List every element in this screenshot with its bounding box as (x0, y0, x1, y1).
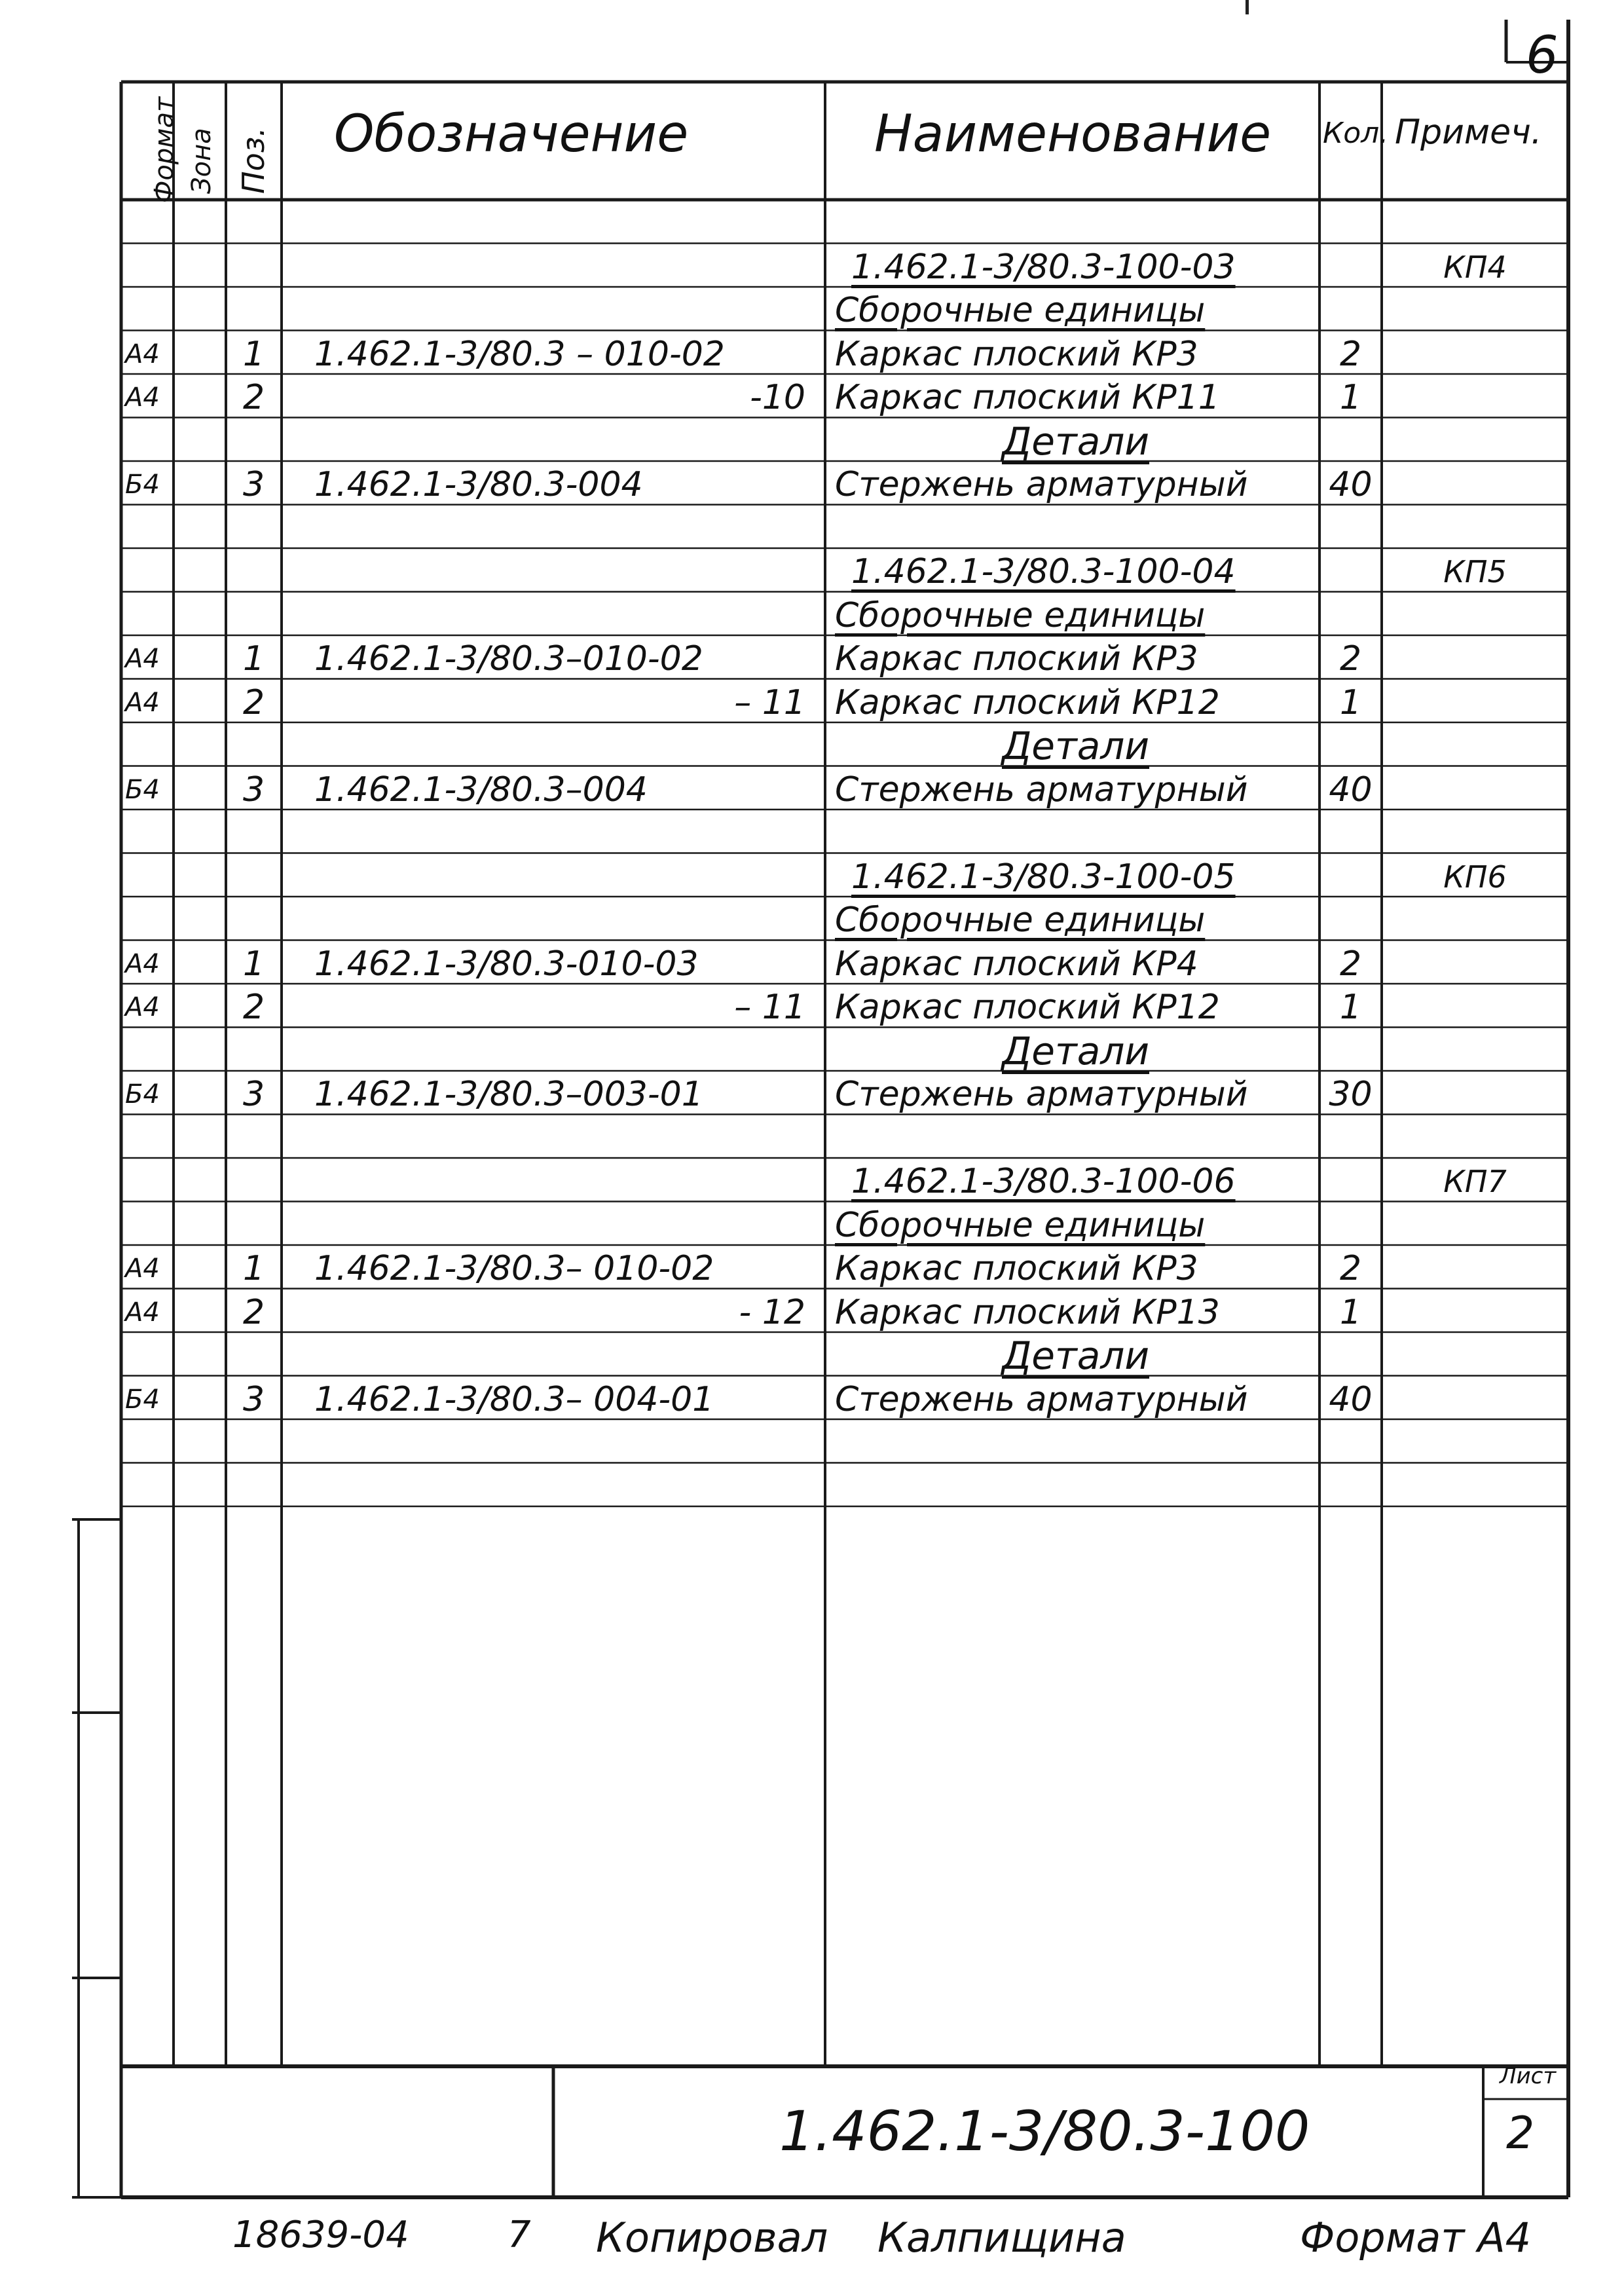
header-qty: Кол. (1323, 117, 1389, 150)
cell-note (1388, 1249, 1562, 1293)
cell-designation: 1.462.1-3/80.3– 004-01 (314, 1379, 714, 1419)
cell-designation: 1.462.1-3/80.3– 010-02 (314, 1249, 714, 1288)
cell-name (835, 204, 1316, 248)
cell-position (231, 596, 276, 640)
top-edge-tick (1246, 0, 1249, 14)
cell-format: Б4 (125, 470, 160, 500)
cell-designation (314, 857, 805, 901)
cell-format: А4 (125, 1254, 160, 1284)
cell-note (1388, 1423, 1562, 1467)
cell-quantity: 1 (1339, 682, 1362, 722)
cell-position (231, 291, 276, 335)
cell-format (125, 291, 172, 335)
cell-position (231, 857, 276, 901)
cell-position: 3 (242, 465, 265, 504)
cell-designation (314, 1032, 805, 1075)
cell-note (1388, 422, 1562, 466)
cell-designation: 1.462.1-3/80.3-010-03 (314, 944, 699, 984)
cell-name: Сборочные единицы (835, 1205, 1206, 1245)
cell-position (231, 248, 276, 291)
cell-quantity (1323, 726, 1378, 770)
cell-designation: 1.462.1-3/80.3–004 (314, 770, 648, 810)
cell-quantity: 40 (1329, 1379, 1373, 1419)
cell-quantity (1323, 422, 1378, 466)
cell-format (125, 726, 172, 770)
cell-position: 1 (242, 639, 265, 679)
cell-designation (314, 422, 805, 466)
cell-note (1388, 988, 1562, 1032)
cell-quantity (1323, 204, 1378, 248)
cell-name: 1.462.1-3/80.3-100-06 (851, 1162, 1236, 1201)
format-label: Формат А4 (1300, 2214, 1532, 2261)
copied-label: Копировал (596, 2214, 828, 2261)
cell-format: Б4 (125, 774, 160, 805)
cell-name: Каркас плоский КР12 (835, 988, 1220, 1027)
cell-format (125, 1162, 172, 1206)
cell-format (125, 901, 172, 944)
cell-name (835, 1467, 1316, 1511)
cell-position: 2 (242, 682, 265, 722)
cell-format: Б4 (125, 1079, 160, 1109)
cell-name: Каркас плоский КР3 (835, 334, 1198, 374)
cell-quantity: 1 (1339, 988, 1362, 1027)
cell-designation (314, 1162, 805, 1206)
cell-position (231, 1336, 276, 1380)
cell-format: А4 (125, 339, 160, 369)
cell-quantity: 2 (1339, 639, 1362, 679)
cell-quantity (1323, 1467, 1378, 1511)
cell-note (1388, 770, 1562, 814)
document-code: 1.462.1-3/80.3-100 (779, 2099, 1310, 2163)
cell-format (125, 509, 172, 553)
copied-by: Калпищина (877, 2214, 1126, 2261)
cell-name: Стержень арматурный (835, 770, 1248, 810)
cell-position (231, 1467, 276, 1511)
cell-note (1388, 291, 1562, 335)
cell-quantity: 2 (1339, 1249, 1362, 1288)
cell-note: КП7 (1443, 1164, 1507, 1199)
cell-note (1388, 1336, 1562, 1380)
cell-quantity (1323, 1336, 1378, 1380)
cell-name (835, 509, 1316, 553)
cell-format (125, 813, 172, 857)
cell-name: 1.462.1-3/80.3-100-03 (851, 247, 1236, 287)
cell-name: Стержень арматурный (835, 1379, 1248, 1419)
cell-name: Сборочные единицы (835, 595, 1206, 635)
cell-format: А4 (125, 1297, 160, 1328)
cell-name: Стержень арматурный (835, 465, 1248, 504)
cell-position: 1 (242, 1249, 265, 1288)
cell-note (1388, 1293, 1562, 1337)
cell-position: 1 (242, 334, 265, 374)
cell-designation (314, 291, 805, 335)
cell-quantity (1323, 857, 1378, 901)
cell-format (125, 248, 172, 291)
cell-designation (314, 204, 805, 248)
cell-designation: 1.462.1-3/80.3–010-02 (314, 639, 703, 679)
cell-position (231, 901, 276, 944)
cell-name: Детали (1001, 1333, 1150, 1378)
cell-name: Каркас плоский КР12 (835, 682, 1220, 722)
cell-note (1388, 683, 1562, 727)
cell-name: Детали (1001, 419, 1150, 464)
cell-designation (314, 1467, 805, 1511)
cell-note (1388, 1380, 1562, 1424)
cell-format (125, 1336, 172, 1380)
cell-format (125, 1032, 172, 1075)
cell-format (125, 1206, 172, 1250)
cell-name: Стержень арматурный (835, 1075, 1248, 1114)
cell-format: А4 (125, 644, 160, 674)
header-zone: Зона (187, 128, 217, 194)
cell-name: Каркас плоский КР13 (835, 1292, 1220, 1332)
cell-format (125, 596, 172, 640)
cell-position (231, 1423, 276, 1467)
cell-name: 1.462.1-3/80.3-100-04 (851, 552, 1236, 591)
cell-format (125, 1119, 172, 1163)
cell-position (231, 204, 276, 248)
cell-designation: – 11 (734, 988, 805, 1027)
cell-quantity (1323, 509, 1378, 553)
cell-name (835, 1119, 1316, 1163)
cell-note (1388, 639, 1562, 683)
cell-quantity (1323, 813, 1378, 857)
inventory-number: 18639-04 (232, 2214, 409, 2256)
cell-quantity (1323, 1206, 1378, 1250)
cell-quantity: 2 (1339, 944, 1362, 984)
sheet-label: Лист (1500, 2063, 1557, 2089)
cell-designation (314, 813, 805, 857)
cell-position (231, 726, 276, 770)
cell-format (125, 1467, 172, 1511)
cell-note (1388, 1206, 1562, 1250)
cell-note (1388, 726, 1562, 770)
cell-format: А4 (125, 382, 160, 413)
header-pos: Поз. (236, 127, 271, 194)
cell-designation (314, 726, 805, 770)
cell-note (1388, 901, 1562, 944)
cell-position: 2 (242, 378, 265, 417)
cell-note (1388, 204, 1562, 248)
cell-designation (314, 509, 805, 553)
page-number: 7 (507, 2214, 531, 2256)
cell-note (1388, 335, 1562, 379)
cell-position (231, 1032, 276, 1075)
cell-format (125, 857, 172, 901)
cell-format: А4 (125, 992, 160, 1022)
cell-position (231, 813, 276, 857)
cell-name: Каркас плоский КР4 (835, 944, 1198, 984)
cell-designation (314, 248, 805, 291)
cell-name: Каркас плоский КР3 (835, 639, 1198, 679)
cell-name (835, 1423, 1316, 1467)
cell-designation (314, 552, 805, 596)
cell-designation: 1.462.1-3/80.3-004 (314, 465, 643, 504)
cell-designation (314, 901, 805, 944)
cell-quantity (1323, 1119, 1378, 1163)
cell-format: А4 (125, 948, 160, 979)
cell-format (125, 552, 172, 596)
cell-quantity: 40 (1329, 465, 1373, 504)
cell-position (231, 1162, 276, 1206)
cell-designation (314, 1336, 805, 1380)
cell-note: КП5 (1443, 554, 1507, 589)
cell-designation: -10 (750, 378, 805, 417)
header-designation: Обозначение (334, 105, 689, 164)
cell-name: Каркас плоский КР3 (835, 1249, 1198, 1288)
cell-designation (314, 1423, 805, 1467)
cell-format (125, 422, 172, 466)
cell-name: Детали (1001, 724, 1150, 768)
cell-note: КП4 (1443, 249, 1507, 285)
cell-position: 3 (242, 770, 265, 810)
cell-position: 2 (242, 1292, 265, 1332)
cell-position (231, 1119, 276, 1163)
cell-note (1388, 813, 1562, 857)
cell-designation (314, 1206, 805, 1250)
cell-note (1388, 944, 1562, 988)
cell-note (1388, 509, 1562, 553)
cell-note (1388, 1467, 1562, 1511)
cell-position (231, 552, 276, 596)
cell-position (231, 422, 276, 466)
cell-designation: 1.462.1-3/80.3 – 010-02 (314, 334, 725, 374)
header-name: Наименование (874, 105, 1272, 164)
cell-designation (314, 1119, 805, 1163)
cell-name: Сборочные единицы (835, 291, 1206, 330)
cell-name: Сборочные единицы (835, 901, 1206, 940)
cell-format: А4 (125, 687, 160, 718)
cell-position (231, 1206, 276, 1250)
header-note: Примеч. (1395, 113, 1542, 152)
cell-position: 1 (242, 944, 265, 984)
sheet-number: 2 (1506, 2108, 1535, 2159)
cell-note (1388, 1075, 1562, 1119)
header-format: Формат (149, 96, 179, 203)
cell-format (125, 204, 172, 248)
cell-quantity (1323, 552, 1378, 596)
cell-name: 1.462.1-3/80.3-100-05 (851, 857, 1236, 897)
cell-quantity (1323, 901, 1378, 944)
cell-quantity (1323, 1032, 1378, 1075)
cell-note (1388, 596, 1562, 640)
cell-quantity (1323, 248, 1378, 291)
cell-quantity (1323, 291, 1378, 335)
cell-quantity: 2 (1339, 334, 1362, 374)
cell-name (835, 813, 1316, 857)
cell-note (1388, 1119, 1562, 1163)
cell-position: 2 (242, 988, 265, 1027)
sheet-corner-number: 6 (1526, 26, 1559, 85)
cell-quantity (1323, 596, 1378, 640)
cell-format (125, 1423, 172, 1467)
cell-note (1388, 378, 1562, 422)
cell-designation: 1.462.1-3/80.3–003-01 (314, 1075, 703, 1114)
cell-note (1388, 465, 1562, 509)
cell-quantity: 1 (1339, 378, 1362, 417)
cell-designation: - 12 (739, 1292, 805, 1332)
cell-format: Б4 (125, 1384, 160, 1415)
cell-quantity: 40 (1329, 770, 1373, 810)
cell-position: 3 (242, 1075, 265, 1114)
cell-quantity (1323, 1423, 1378, 1467)
cell-name: Каркас плоский КР11 (835, 378, 1220, 417)
cell-quantity: 30 (1329, 1075, 1373, 1114)
cell-designation: – 11 (734, 682, 805, 722)
cell-quantity: 1 (1339, 1292, 1362, 1332)
cell-position (231, 509, 276, 553)
cell-note (1388, 1032, 1562, 1075)
cell-designation (314, 596, 805, 640)
cell-quantity (1323, 1162, 1378, 1206)
cell-position: 3 (242, 1379, 265, 1419)
cell-name: Детали (1001, 1028, 1150, 1073)
cell-note: КП6 (1443, 859, 1507, 895)
